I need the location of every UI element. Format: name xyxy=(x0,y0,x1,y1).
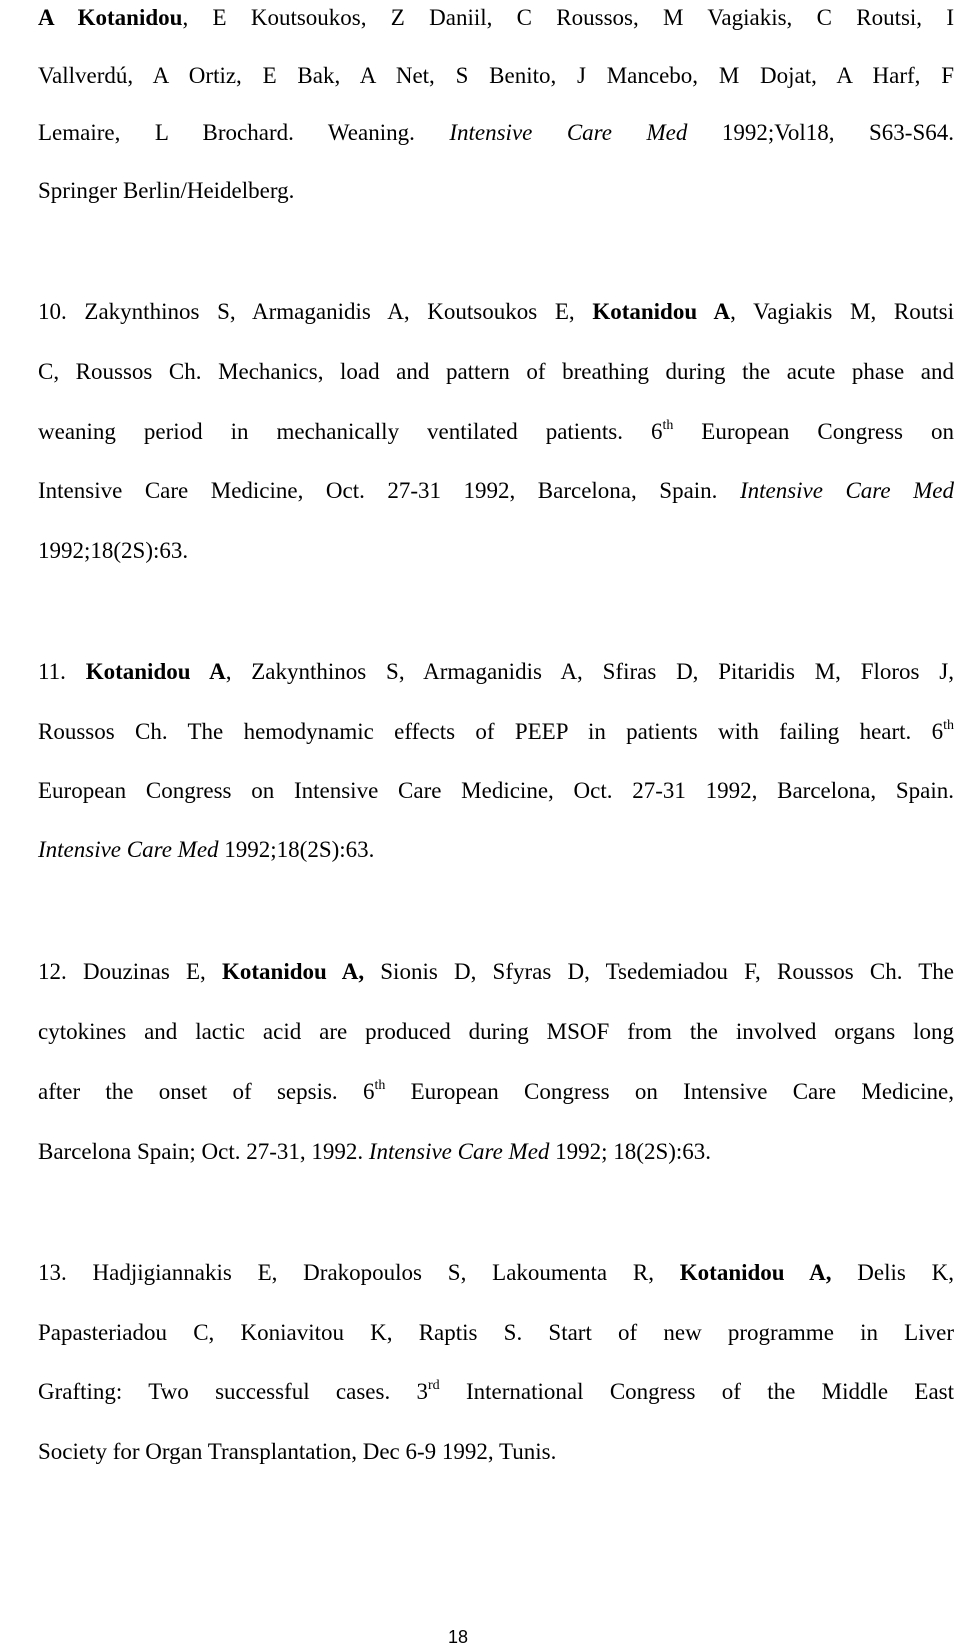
reference-11-line-1: 11. Kotanidou A, Zakynthinos S, Armaganidis A, Sfiras D, Pitaridis M, Floros J, xyxy=(38,659,955,684)
superscript: rd xyxy=(428,1378,440,1393)
reference-12-line-1: 12. Douzinas E, Kotanidou A, Sionis D, Sfyras D, Tsedemiadou F, Roussos Ch. The xyxy=(38,959,954,984)
journal-name: Intensive Care Med xyxy=(368,1139,550,1164)
reference-number: 11. xyxy=(38,659,66,684)
reference-12-line-4: Barcelona Spain; Oct. 27-31, 1992. Intensive Care Med 1992; 18(2S):63. xyxy=(38,1139,712,1164)
reference-number: 10. xyxy=(38,299,67,324)
highlighted-author: Kotanidou A, xyxy=(221,959,365,984)
page-number: 18 xyxy=(447,1627,469,1647)
reference-10-line-3: weaning period in mechanically ventilated patients. 6th European Congress on xyxy=(38,418,954,444)
reference-9-line-4: Springer Berlin/Heidelberg. xyxy=(38,178,295,203)
journal-name: Intensive Care Med xyxy=(38,837,219,862)
reference-9-line-3: Lemaire, L Brochard. Weaning. Intensive Care Med 1992;Vol18, S63-S64. xyxy=(38,120,954,145)
reference-10-line-1: 10. Zakynthinos S, Armaganidis A, Koutsoukos E, Kotanidou A, Vagiakis M, Routsi xyxy=(38,299,954,324)
reference-13-line-2: Papasteriadou C, Koniavitou K, Raptis S. Start of new programme in Liver xyxy=(38,1320,954,1345)
highlighted-author: A Kotanidou xyxy=(38,5,183,30)
reference-11-line-3: European Congress on Intensive Care Medicine, Oct. 27-31 1992, Barcelona, Spain. xyxy=(38,778,954,803)
superscript: th xyxy=(374,1078,386,1093)
reference-10-line-5: 1992;18(2S):63. xyxy=(38,538,189,563)
reference-11-line-4: Intensive Care Med 1992;18(2S):63. xyxy=(38,837,375,862)
reference-11-line-2: Roussos Ch. The hemodynamic effects of PEEP in patients with failing heart. 6th xyxy=(38,718,954,744)
reference-13-line-1: 13. Hadjigiannakis E, Drakopoulos S, Lakoumenta R, Kotanidou A, Delis K, xyxy=(38,1260,954,1285)
journal-name: Intensive Care Med xyxy=(739,478,954,503)
reference-9-line-2: Vallverdú, A Ortiz, E Bak, A Net, S Benito, J Mancebo, M Dojat, A Harf, F xyxy=(38,63,954,88)
reference-13-line-4: Society for Organ Transplantation, Dec 6-9 1992, Tunis. xyxy=(38,1439,557,1464)
reference-number: 12. xyxy=(38,959,67,984)
reference-10-line-2: C, Roussos Ch. Mechanics, load and pattern of breathing during the acute phase and xyxy=(38,359,954,384)
journal-name: Intensive Care Med xyxy=(449,120,688,145)
reference-9-line-1: A Kotanidou, E Koutsoukos, Z Daniil, C Roussos, M Vagiakis, C Routsi, I xyxy=(38,5,954,30)
reference-12-line-2: cytokines and lactic acid are produced during MSOF from the involved organs long xyxy=(38,1019,954,1044)
reference-number: 13. xyxy=(38,1260,67,1285)
reference-10-line-4: Intensive Care Medicine, Oct. 27-31 1992, Barcelona, Spain. Intensive Care Med xyxy=(38,478,954,503)
reference-13-line-3: Grafting: Two successful cases. 3rd International Congress of the Middle East xyxy=(38,1378,954,1404)
highlighted-author: Kotanidou A xyxy=(85,659,226,684)
reference-12-line-3: after the onset of sepsis. 6th European Congress on Intensive Care Medicine, xyxy=(38,1078,954,1104)
superscript: th xyxy=(943,718,954,733)
superscript: th xyxy=(662,418,674,433)
highlighted-author: Kotanidou A, xyxy=(679,1260,832,1285)
highlighted-author: Kotanidou A xyxy=(592,299,731,324)
